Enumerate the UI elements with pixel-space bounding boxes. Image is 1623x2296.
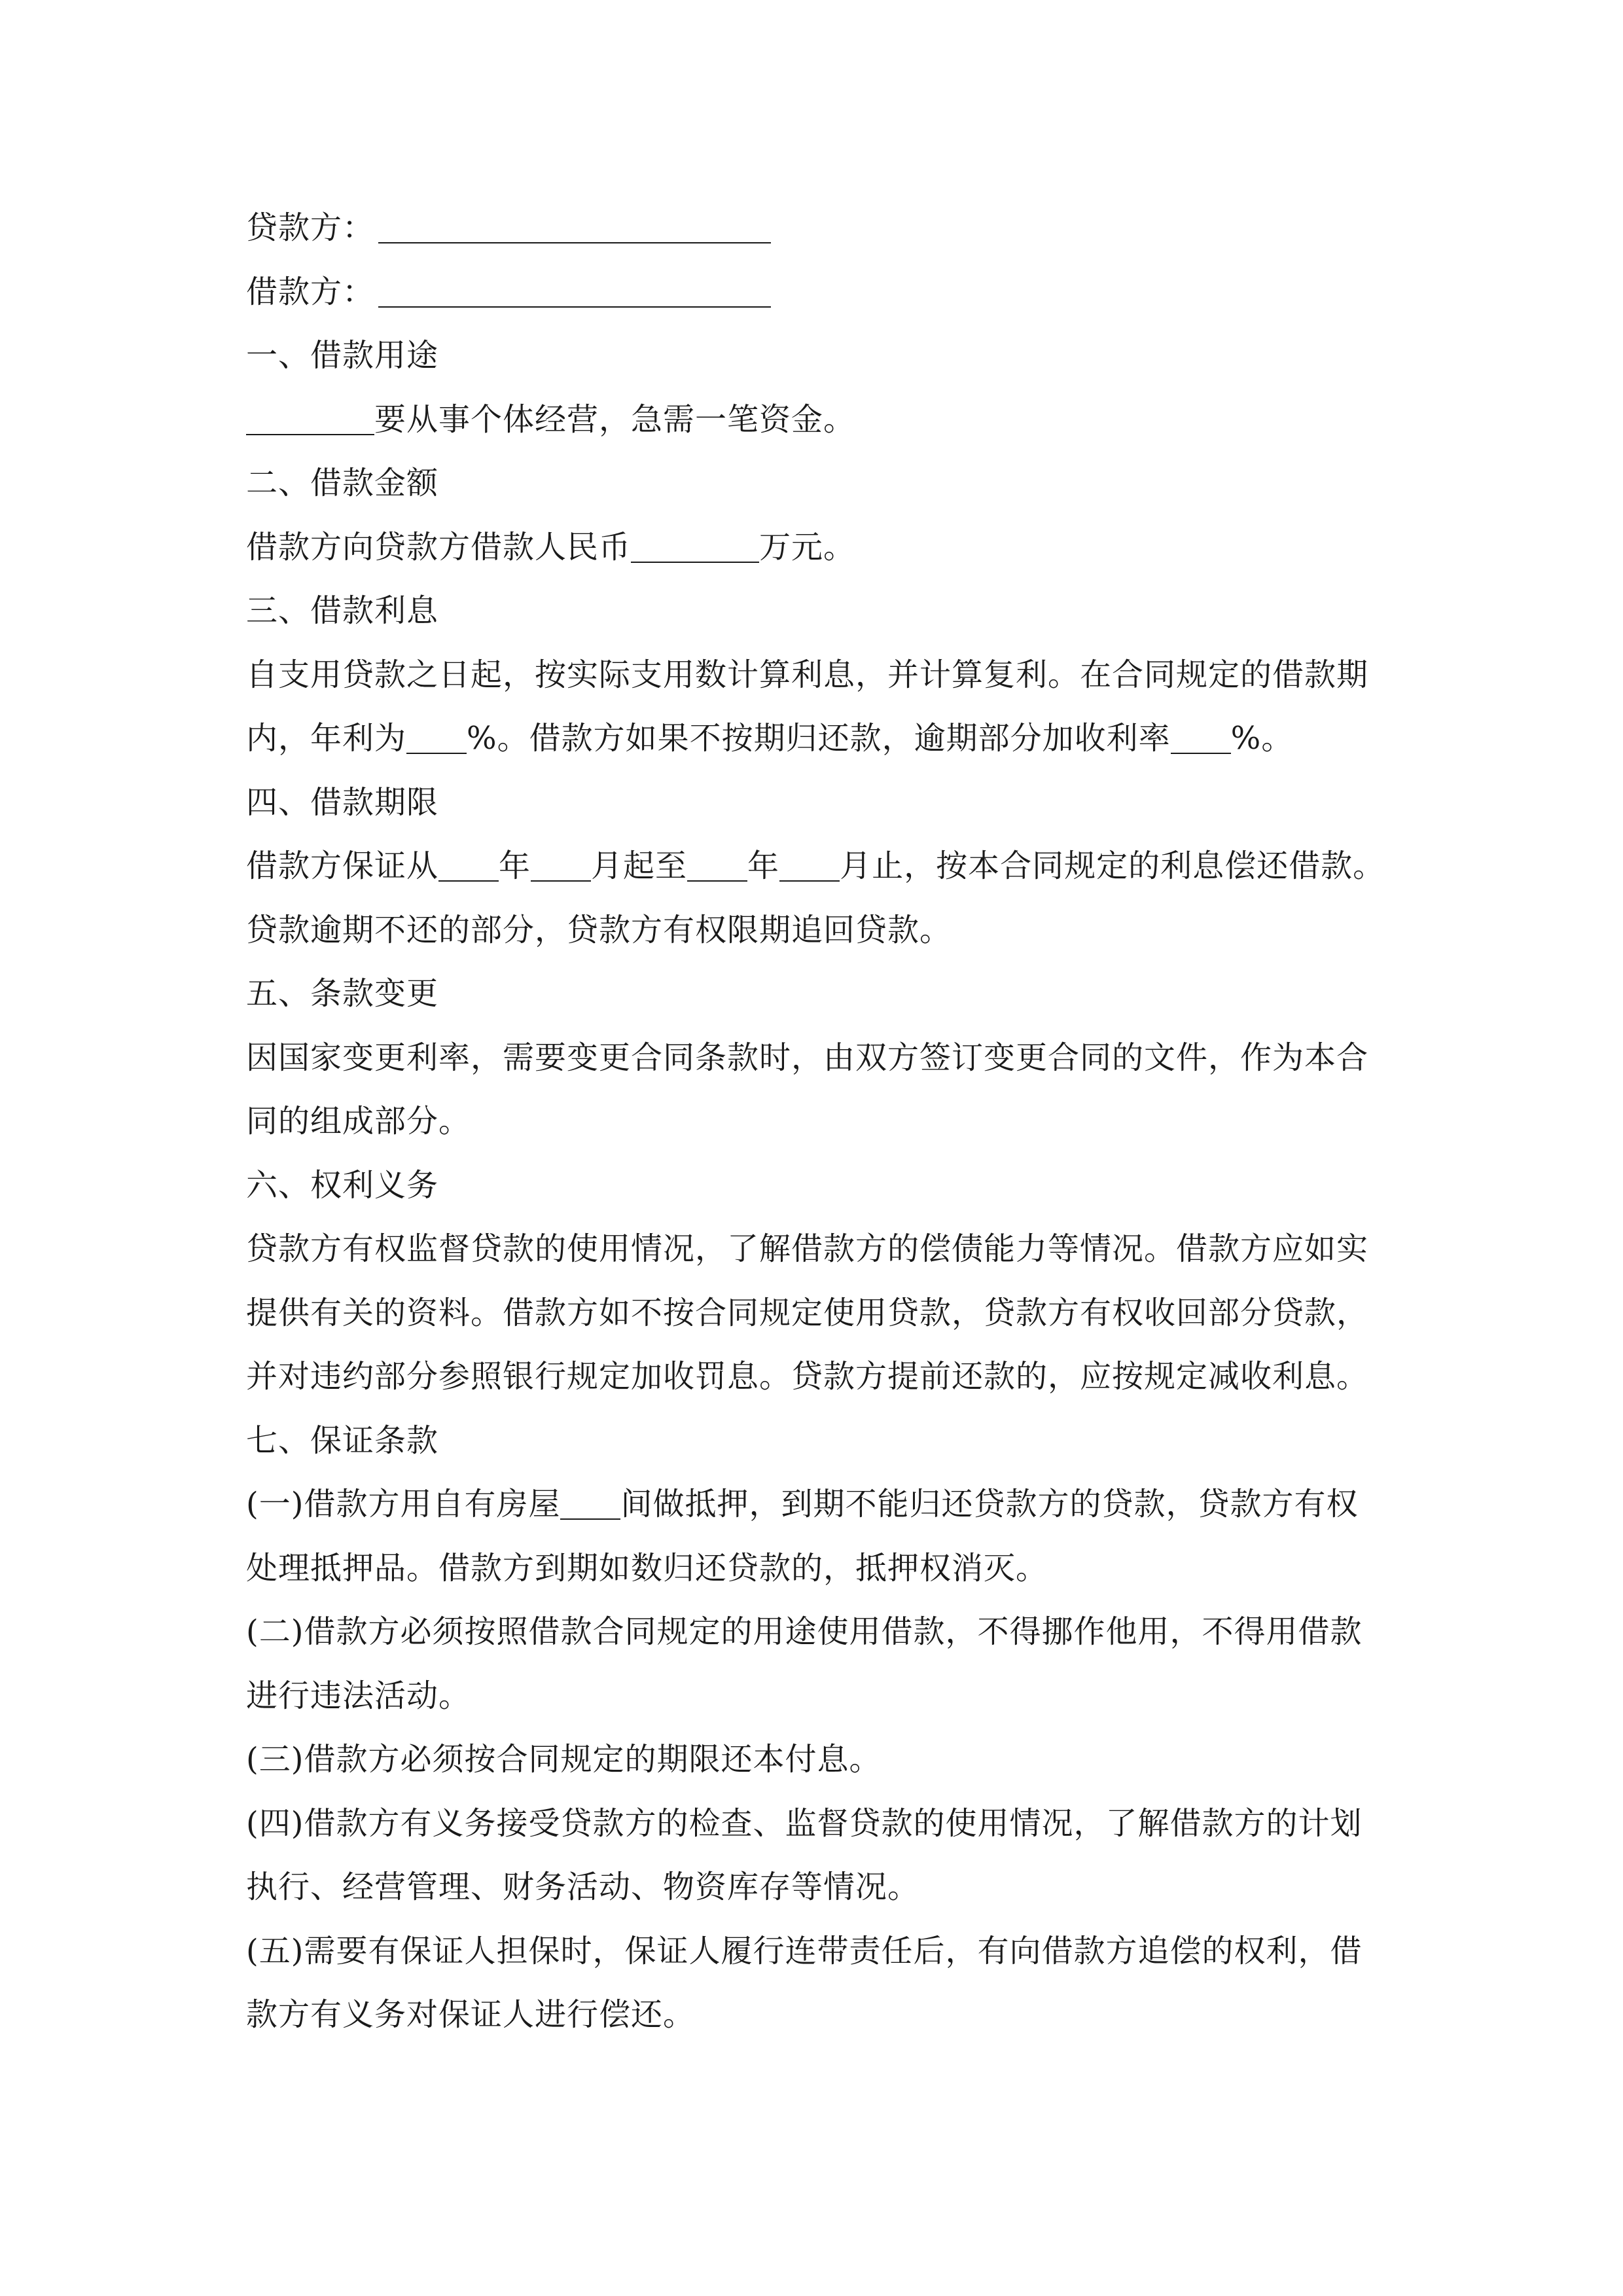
section-1-body: 要从事个体经营，急需一笔资金。	[374, 401, 856, 438]
section-7-2-line-1: (二)借款方必须按照借款合同规定的用途使用借款，不得挪作他用，不得用借款	[246, 1613, 1363, 1650]
start-month-blank	[531, 844, 591, 882]
section-4-line-1-a: 借款方保证从	[246, 848, 439, 884]
section-6-title: 六、权利义务	[246, 1166, 439, 1204]
section-4-line-1-c: 月起至	[591, 848, 688, 884]
section-4-line-1	[246, 834, 1398, 899]
purpose-blank	[246, 397, 374, 435]
borrower-line	[246, 260, 1398, 325]
section-3-line-2	[246, 707, 1398, 771]
start-year-blank	[438, 844, 499, 882]
section-2-body-b: 万元。	[759, 528, 856, 565]
lender-line	[246, 196, 1398, 260]
section-7-1-line-1-a: (一)借款方用自有房屋	[246, 1486, 561, 1522]
section-3-title: 三、借款利息	[246, 592, 439, 629]
section-2-body-a: 借款方向贷款方借款人民币	[246, 528, 632, 565]
section-6-line-2: 提供有关的资料。借款方如不按合同规定使用贷款，贷款方有权收回部分贷款，	[246, 1294, 1369, 1331]
section-1-title: 一、借款用途	[246, 337, 439, 374]
section-7-1-line-1	[246, 1473, 1398, 1537]
section-3-line-2-b: %。借款方如果不按期归还款，逾期部分加收利率	[467, 720, 1171, 757]
section-4-line-1-e: 月止，按本合同规定的利息偿还借款。	[840, 848, 1385, 884]
section-6-line-3: 并对违约部分参照银行规定加收罚息。贷款方提前还款的，应按规定减收利息。	[246, 1358, 1369, 1395]
borrower-blank	[378, 270, 771, 308]
section-7-2-line-2: 进行违法活动。	[246, 1677, 471, 1714]
lender-label: 贷款方：	[246, 209, 375, 246]
section-7-title: 七、保证条款	[246, 1422, 439, 1459]
contract-body	[246, 196, 1398, 2047]
section-7-1-line-1-b: 间做抵押，到期不能归还贷款方的贷款，贷款方有权	[620, 1486, 1359, 1522]
section-7-5-line-2: 款方有义务对保证人进行偿还。	[246, 1996, 696, 2033]
lender-blank	[378, 206, 771, 243]
section-1-text	[246, 388, 1398, 452]
section-6-line-1: 贷款方有权监督贷款的使用情况，了解借款方的偿债能力等情况。借款方应如实	[246, 1230, 1369, 1267]
section-2-title: 二、借款金额	[246, 465, 439, 501]
end-month-blank	[779, 844, 840, 882]
end-year-blank	[687, 844, 747, 882]
overdue-rate-blank	[1171, 716, 1231, 754]
section-4-title: 四、借款期限	[246, 783, 439, 821]
section-7-3-line-1: (三)借款方必须按合同规定的期限还本付息。	[246, 1741, 882, 1778]
section-3-line-2-a: 内，年利为	[246, 720, 407, 757]
section-5-line-2: 同的组成部分。	[246, 1103, 471, 1139]
section-4-line-1-b: 年	[499, 848, 531, 884]
section-7-4-line-2: 执行、经营管理、财务活动、物资库存等情况。	[246, 1869, 920, 1905]
section-3-line-2-c: %。	[1230, 720, 1294, 757]
house-count-blank	[560, 1482, 620, 1520]
section-7-5-line-1: (五)需要有保证人担保时，保证人履行连带责任后，有向借款方追偿的权利，借	[246, 1932, 1363, 1969]
section-5-title: 五、条款变更	[246, 975, 439, 1012]
rate-blank	[406, 716, 467, 754]
amount-blank	[631, 525, 759, 563]
borrower-label: 借款方：	[246, 273, 375, 310]
section-4-line-2: 贷款逾期不还的部分，贷款方有权限期追回贷款。	[246, 911, 952, 948]
section-5-line-1: 因国家变更利率，需要变更合同条款时，由双方签订变更合同的文件，作为本合	[246, 1039, 1369, 1076]
section-3-line-1: 自支用贷款之日起，按实际支用数计算利息，并计算复利。在合同规定的借款期	[246, 656, 1369, 693]
section-7-1-line-2: 处理抵押品。借款方到期如数归还贷款的，抵押权消灭。	[246, 1549, 1048, 1587]
section-2-text	[246, 516, 1398, 580]
section-4-line-1-d: 年	[747, 848, 780, 884]
section-7-4-line-1: (四)借款方有义务接受贷款方的检查、监督贷款的使用情况，了解借款方的计划	[246, 1804, 1363, 1842]
